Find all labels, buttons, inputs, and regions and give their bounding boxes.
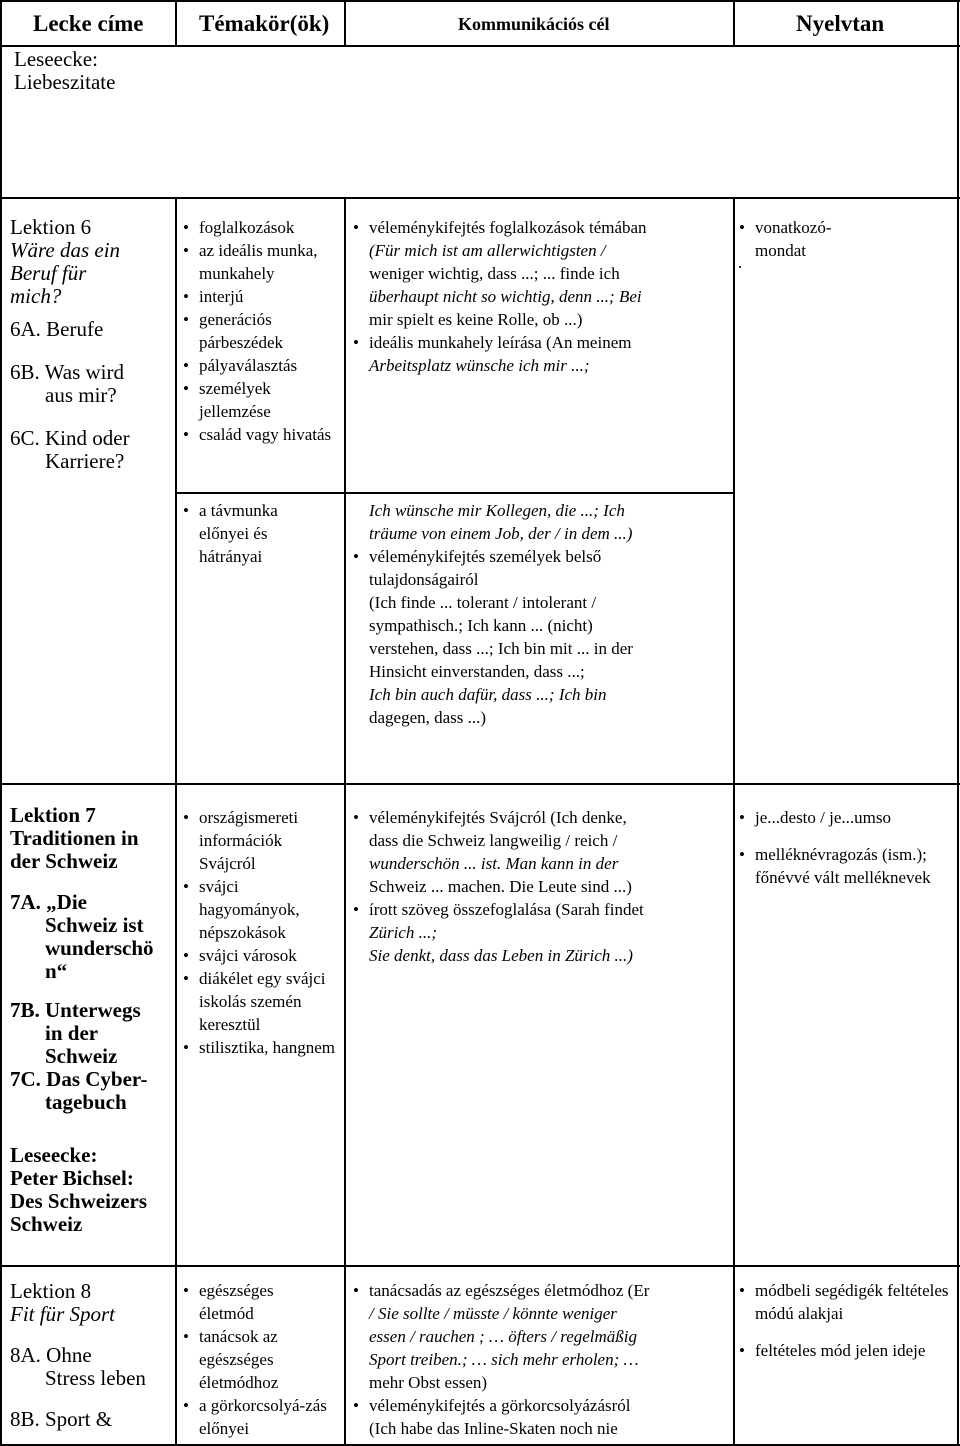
topic-item: • interjú — [182, 285, 332, 308]
col-divider-2-header — [344, 0, 346, 45]
comm-line: • tanácsadás az egészséges életmódhoz (Er — [369, 1281, 650, 1300]
topic-item: • tanácsok az egészséges életmódhoz — [182, 1325, 332, 1394]
comm-line: essen / rauchen ; … öfters / regelmäßig — [369, 1327, 638, 1346]
header-divider — [0, 45, 960, 47]
comm-line: (Ich finde ... tolerant / intolerant / — [369, 593, 597, 612]
comm-line: dass die Schweiz langweilig / reich / — [369, 831, 618, 850]
row-divider-2 — [0, 783, 960, 785]
lesson7-name-1: Traditionen in — [10, 826, 139, 850]
comm-line: • véleménykifejtés foglalkozások témában — [369, 218, 647, 237]
lesson7a-title-3: wunderschö — [45, 936, 154, 960]
comm-line: mehr Obst essen) — [369, 1373, 488, 1392]
topic-item: • stilisztika, hangnem — [182, 1036, 337, 1059]
grammar-dot: . — [738, 253, 743, 272]
lesson7-grammar — [738, 806, 950, 889]
comm-line: Sport treiben.; … sich mehr erholen; … — [369, 1350, 639, 1369]
comm-line: mir spielt es keine Rolle, ob ...) — [369, 310, 583, 329]
lesson8a-title-2: Stress leben — [45, 1366, 146, 1390]
lesson6-name-2: Beruf für — [10, 261, 87, 285]
comm-line: Ich bin auch dafür, dass ...; Ich bin — [369, 685, 607, 704]
lesson7-topics — [182, 806, 337, 1059]
lesson6-communication-1 — [352, 216, 727, 377]
comm-item — [352, 216, 727, 331]
comm-line: Schweiz ... machen. Die Leute sind ...) — [369, 877, 632, 896]
header-communication-goal: Kommunikációs cél — [458, 14, 610, 34]
lesson8-communication — [352, 1279, 730, 1440]
topic-item: • pályaválasztás — [182, 354, 332, 377]
lesson6b-title-2: aus mir? — [45, 383, 117, 407]
lesson6-name-1: Wäre das ein — [10, 238, 121, 262]
comm-line: sympathisch.; Ich kann ... (nicht) — [369, 616, 593, 635]
lesson8-grammar — [738, 1279, 950, 1362]
lesson7-communication — [352, 806, 730, 967]
comm-line: Hinsicht einverstanden, dass ...; — [369, 662, 585, 681]
comm-line: (Für mich ist am allerwichtigsten / — [369, 241, 606, 260]
grammar-item: • feltételes mód jelen ideje — [738, 1339, 950, 1362]
lesson6-communication-2 — [352, 499, 727, 729]
lesson7a-title-2: Schweiz ist — [45, 913, 144, 937]
comm-line: • ideális munkahely leírása (An meinem — [369, 333, 632, 352]
grammar-item: • módbeli segédigék feltételes módú alakjai — [738, 1279, 950, 1325]
comm-line: (Ich habe das Inline-Skaten noch nie — [369, 1419, 618, 1438]
grammar-item: • melléknévragozás (ism.); főnévvé vált melléknevek — [738, 843, 950, 889]
comm-line: • véleménykifejtés személyek belső — [369, 547, 602, 566]
lesson6a-title: 6A. Berufe — [10, 317, 104, 341]
comm-item — [352, 806, 730, 898]
comm-line: • véleménykifejtés Svájcról (Ich denke, — [369, 808, 627, 827]
col-divider-2 — [344, 197, 346, 1446]
lesson8-name: Fit für Sport — [10, 1302, 116, 1326]
topic-item: • diákélet egy svájci iskolás szemén keresztül — [182, 967, 337, 1036]
comm-line: Sie denkt, dass das Leben in Zürich ...) — [369, 946, 633, 965]
comm-line: • írott szöveg összefoglalása (Sarah findet — [369, 900, 644, 919]
grammar-item: • je...desto / je...umso — [738, 806, 950, 829]
header-lesson-title: Lecke címe — [33, 11, 144, 36]
inner-row-divider — [175, 492, 735, 494]
comm-item — [352, 545, 727, 729]
lesson6-title — [10, 216, 170, 473]
topic-item: • országismereti információk Svájcról — [182, 806, 337, 875]
comm-line: weniger wichtig, dass ...; ... finde ich — [369, 264, 620, 283]
grammar-item — [738, 216, 950, 262]
comm-line: wunderschön ... ist. Man kann in der — [369, 854, 619, 873]
lesson7b-title-1: 7B. Unterwegs — [10, 998, 141, 1022]
lesson7-name-2: der Schweiz — [10, 849, 118, 873]
lesson8-topics — [182, 1279, 332, 1440]
comm-line: tulajdonságairól — [369, 570, 479, 589]
comm-line: träume von einem Job, der / in dem ...) — [369, 524, 633, 543]
col-divider-1-header — [175, 0, 177, 45]
topic-item: • svájci hagyományok, népszokások — [182, 875, 337, 944]
reader-author: Peter Bichsel: — [10, 1166, 134, 1190]
comm-item — [352, 1279, 730, 1394]
reader-label: Leseecke: — [10, 1143, 98, 1167]
comm-line: Zürich ...; — [369, 923, 437, 942]
lesson8-title — [10, 1280, 172, 1431]
lesson6c-title-2: Karriere? — [45, 449, 125, 473]
row-divider-1 — [0, 197, 960, 199]
lesson7b-title-3: Schweiz — [45, 1044, 118, 1068]
comm-item — [352, 898, 730, 967]
topic-item: • személyek jellemzése — [182, 377, 332, 423]
topic-item: • a görkorcsolyá-zás előnyei — [182, 1394, 332, 1440]
lesson7-label: Lektion 7 — [10, 803, 96, 827]
lesson8b-title: 8B. Sport & — [10, 1407, 113, 1431]
lesson6-topics — [182, 216, 332, 446]
col-divider-3 — [733, 197, 735, 1446]
lesson6-label: Lektion 6 — [10, 215, 92, 239]
comm-line: überhaupt nicht so wichtig, denn ...; Bei — [369, 287, 642, 306]
lesson7b-title-2: in der — [45, 1021, 99, 1045]
lesson8a-title-1: 8A. Ohne — [10, 1343, 92, 1367]
header-topics: Témakör(ök) — [199, 11, 330, 36]
col-divider-3-header — [733, 0, 735, 45]
reader-title-1: Des Schweizers — [10, 1189, 148, 1213]
comm-line: dagegen, dass ...) — [369, 708, 487, 727]
comm-line: • véleménykifejtés a görkorcsolyázásról — [369, 1396, 631, 1415]
topic-item: • generációs párbeszédek — [182, 308, 332, 354]
reader-liebeszitate — [14, 48, 334, 94]
grammar-line: • vonatkozó- — [755, 218, 832, 237]
topic-item: • egészséges életmód — [182, 1279, 332, 1325]
lesson6-grammar — [738, 216, 950, 272]
lesson6c-title-1: 6C. Kind oder — [10, 426, 130, 450]
lesson7-title — [10, 804, 172, 1236]
lesson7c-title-2: tagebuch — [45, 1090, 127, 1114]
lesson7c-title-1: 7C. Das Cyber- — [10, 1067, 148, 1091]
comm-line: / Sie sollte / müsste / könnte weniger — [369, 1304, 617, 1323]
reader-title-2: Schweiz — [10, 1212, 83, 1236]
comm-line: Ich wünsche mir Kollegen, die ...; Ich — [369, 501, 625, 520]
col-divider-1 — [175, 197, 177, 1446]
reader-label: Leseecke: — [14, 47, 98, 71]
lesson7a-title-1: 7A. „Die — [10, 890, 87, 914]
topic-item: • foglalkozások — [182, 216, 332, 239]
comm-line: Arbeitsplatz wünsche ich mir ...; — [369, 356, 590, 375]
header-grammar: Nyelvtan — [796, 11, 885, 36]
topic-item: • a távmunka előnyei és hátrányai — [182, 499, 312, 568]
topic-item: • család vagy hivatás — [182, 423, 332, 446]
comm-item — [352, 1394, 730, 1440]
grammar-line: mondat — [755, 241, 806, 260]
lesson6-topics-2 — [182, 499, 312, 568]
lesson6b-title-1: 6B. Was wird — [10, 360, 125, 384]
lesson8-label: Lektion 8 — [10, 1279, 92, 1303]
table-border-right — [957, 0, 959, 1446]
table-border-top — [0, 0, 960, 2]
row-divider-3 — [0, 1265, 960, 1267]
reader-title: Liebeszitate — [14, 70, 116, 94]
topic-item: • svájci városok — [182, 944, 337, 967]
table-border-left — [0, 0, 2, 1446]
lesson6-name-3: mich? — [10, 284, 62, 308]
topic-item: • az ideális munka, munkahely — [182, 239, 332, 285]
comm-item — [352, 331, 727, 377]
lesson7a-title-4: n“ — [45, 959, 68, 983]
comm-line: verstehen, dass ...; Ich bin mit ... in der — [369, 639, 633, 658]
